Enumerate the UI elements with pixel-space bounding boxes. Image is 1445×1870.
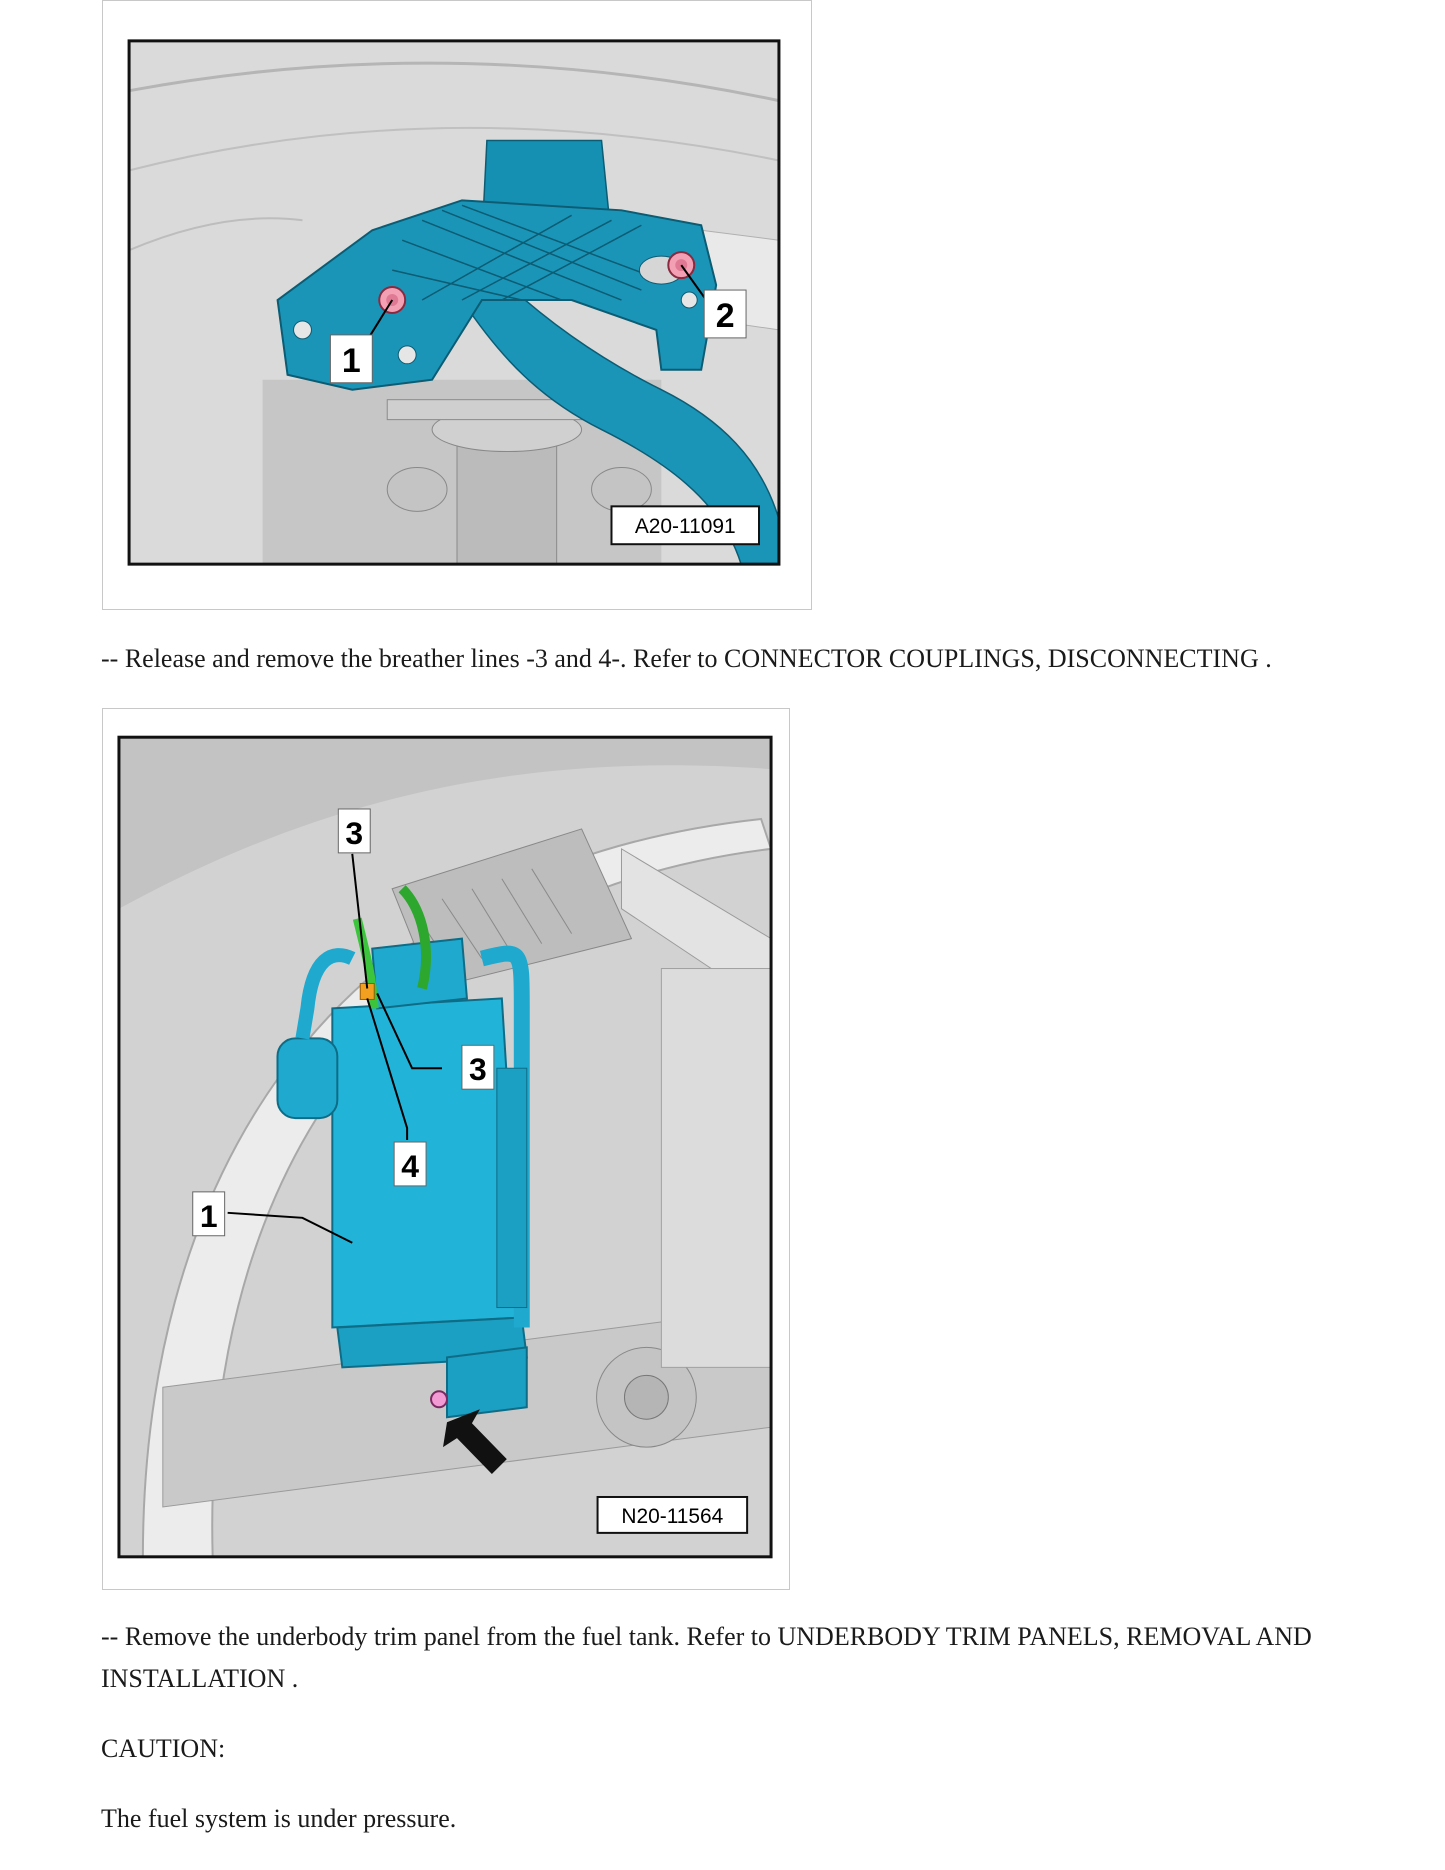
caution-text: The fuel system is under pressure. (101, 1804, 457, 1833)
callout-2: 2 (715, 296, 735, 335)
callout-1: 1 (199, 1197, 218, 1234)
figure-code: A20-11091 (634, 515, 736, 539)
step-underbody-trim: -- Remove the underbody trim panel from the fuel tank. Refer to UNDERBODY TRIM PANELS, REMOVAL AND INSTALLATION . (101, 1622, 1312, 1693)
figure-a20-11091 (102, 0, 812, 610)
callout-4: 4 (401, 1147, 419, 1184)
callout-2: 3 (345, 814, 364, 851)
callout-1: 1 (341, 341, 361, 380)
caution-label: CAUTION: (101, 1734, 226, 1763)
figure-2-illustration (103, 709, 789, 1589)
step-breather-lines: -- Release and remove the breather lines -3 and 4-. Refer to CONNECTOR COUPLINGS, DISCONNECTING . (101, 644, 1272, 673)
figure-1-illustration (103, 1, 811, 609)
callout-3: 3 (469, 1051, 487, 1088)
figure-n20-11564 (102, 708, 790, 1590)
figure-code: N20-11564 (621, 1504, 724, 1528)
